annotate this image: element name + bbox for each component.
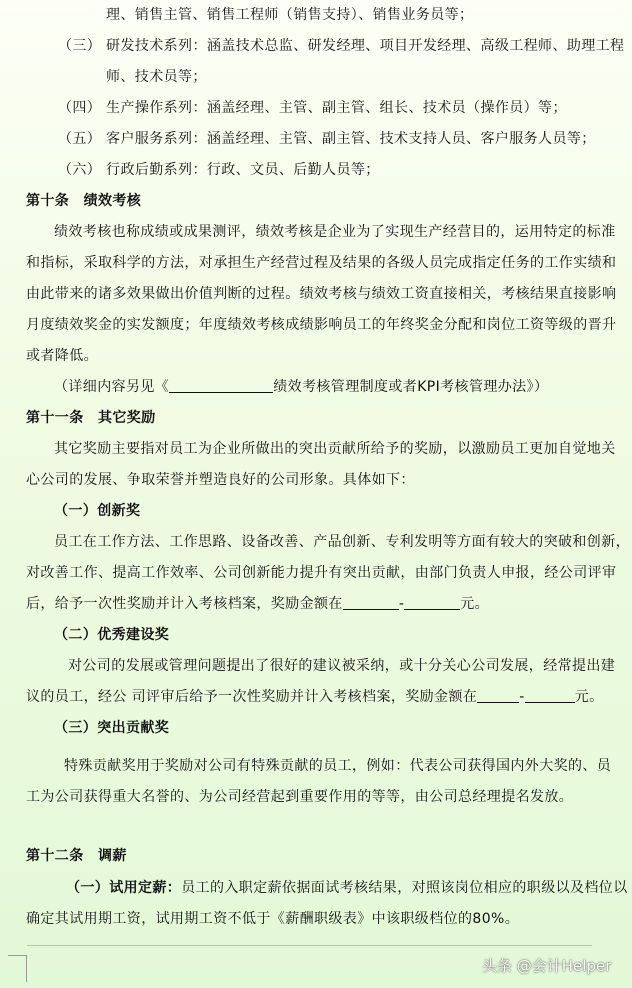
text: （详细内容另见《 xyxy=(54,379,170,395)
heading-text: 第十一条 其它奖励 xyxy=(26,410,156,426)
text: - xyxy=(398,596,405,612)
paragraph-line xyxy=(0,217,632,248)
text: 师、技术员等； xyxy=(106,69,207,85)
paragraph-line xyxy=(0,873,632,904)
fill-in-blank[interactable] xyxy=(404,593,460,610)
innovation-award-heading xyxy=(0,496,632,527)
reference-note xyxy=(0,372,632,403)
text: 绩效考核管理制度或者KPI考核管理办法》） xyxy=(273,379,549,395)
heading-text: 第十条 绩效考核 xyxy=(26,193,142,209)
page-bottom-rule xyxy=(27,945,592,946)
text: 员工在工作方法、工作思路、设备改善、产品创新、专利发明等方面有较大的突破和创新， xyxy=(54,534,630,550)
text: 后，给予一次性奖励并计入考核档案，奖励金额在 xyxy=(26,596,343,612)
fill-in-blank[interactable] xyxy=(477,686,519,703)
paragraph-line xyxy=(0,465,632,496)
paragraph-line xyxy=(0,751,632,782)
text: （六） 行政后勤系列：行政、文员、后勤人员等； xyxy=(58,162,380,178)
text: 理、销售主管、销售工程师（销售支持）、销售业务员等； xyxy=(106,7,474,23)
text: 工为公司获得重大名誉的、为公司经营起到重要作用的等等，由公司总经理提名发放。 xyxy=(26,789,574,805)
text: 绩效考核也称成绩或成果测评，绩效考核是企业为了实现生产经营目的，运用特定的标准 xyxy=(54,224,616,240)
text: 月度绩效奖金的实发额度；年度绩效考核成绩影响员工的年终奖金分配和岗位工资等级的晋升 xyxy=(26,317,617,333)
text: 其它奖励主要指对员工为企业所做出的突出贡献所给予的奖励，以激励员工更加自觉地关 xyxy=(54,441,616,457)
paragraph-line xyxy=(0,310,632,341)
text: （三） 研发技术系列：涵盖技术总监、研发经理、项目开发经理、高级工程师、助理工程 xyxy=(58,38,625,54)
text: 和指标，采取科学的方法，对承担生产经营过程及结果的各级人员完成指定任务的工作实绩和 xyxy=(26,255,617,271)
text: 确定其试用期工资，试用期工资不低于《薪酬职级表》中该职级档位的80%。 xyxy=(26,911,520,927)
text: 或者降低。 xyxy=(26,348,98,364)
paragraph-line xyxy=(0,248,632,279)
text: 对改善工作、提高工作效率、公司创新能力提升有突出贡献，由部门负责人申报，经公司评审 xyxy=(26,565,617,581)
article-10-heading xyxy=(0,186,632,217)
text: 对公司的发展或管理问题提出了很好的建议被采纳，或十分关心公司发展，经常提出建 xyxy=(68,658,616,674)
page-corner-mark xyxy=(8,955,27,982)
suggestion-award-heading xyxy=(0,620,632,651)
fill-in-blank[interactable] xyxy=(525,686,575,703)
list-item-service xyxy=(0,124,632,155)
fill-in-blank[interactable] xyxy=(343,593,399,610)
paragraph-line xyxy=(0,682,632,713)
paragraph-line xyxy=(0,904,632,935)
heading-text: （一）创新奖 xyxy=(54,503,141,519)
paragraph-line xyxy=(0,341,632,372)
text: 特殊贡献奖用于奖励对公司有特殊贡献的员工，例如：代表公司获得国内外大奖的、员 xyxy=(64,758,612,774)
heading-text: （二）优秀建设奖 xyxy=(54,627,170,643)
paragraph-line xyxy=(0,434,632,465)
list-item-sales-cont xyxy=(0,0,632,31)
text: 元。 xyxy=(460,596,490,612)
list-item-admin xyxy=(0,155,632,186)
paragraph-line xyxy=(0,527,632,558)
text: 议的员工，经公 司评审后给予一次性奖励并计入考核档案，奖励金额在 xyxy=(26,689,478,705)
text: - xyxy=(519,689,525,705)
text: 由此带来的诸多效果做出价值判断的过程。绩效考核与绩效工资直接相关，考核结果直接影响 xyxy=(26,286,617,302)
list-item-rd-cont xyxy=(0,62,632,93)
paragraph-line xyxy=(0,279,632,310)
watermark: 头条 @会计Helper xyxy=(482,957,612,975)
heading-text: 第十二条 调薪 xyxy=(26,848,127,864)
text: 元。 xyxy=(574,689,604,705)
contribution-award-heading xyxy=(0,713,632,744)
paragraph-line xyxy=(0,651,632,682)
paragraph-line xyxy=(0,782,632,813)
text: 员工的入职定薪依据面试考核结果，对照该岗位相应的职级以及档位以 xyxy=(181,880,628,896)
inline-heading: （一）试用定薪： xyxy=(66,880,182,896)
fill-in-blank[interactable] xyxy=(169,376,273,393)
text: （四） 生产操作系列：涵盖经理、主管、副主管、组长、技术员（操作员）等； xyxy=(58,100,567,116)
text: （五） 客户服务系列：涵盖经理、主管、副主管、技术支持人员、客户服务人员等； xyxy=(58,131,596,147)
heading-text: （三）突出贡献奖 xyxy=(54,720,170,736)
article-11-heading xyxy=(0,403,632,434)
paragraph-line xyxy=(0,589,632,620)
list-item-production xyxy=(0,93,632,124)
text: 心公司的发展、争取荣誉并塑造良好的公司形象。具体如下： xyxy=(26,472,415,488)
article-12-heading xyxy=(0,841,632,872)
list-item-rd xyxy=(0,31,632,62)
paragraph-line xyxy=(0,558,632,589)
